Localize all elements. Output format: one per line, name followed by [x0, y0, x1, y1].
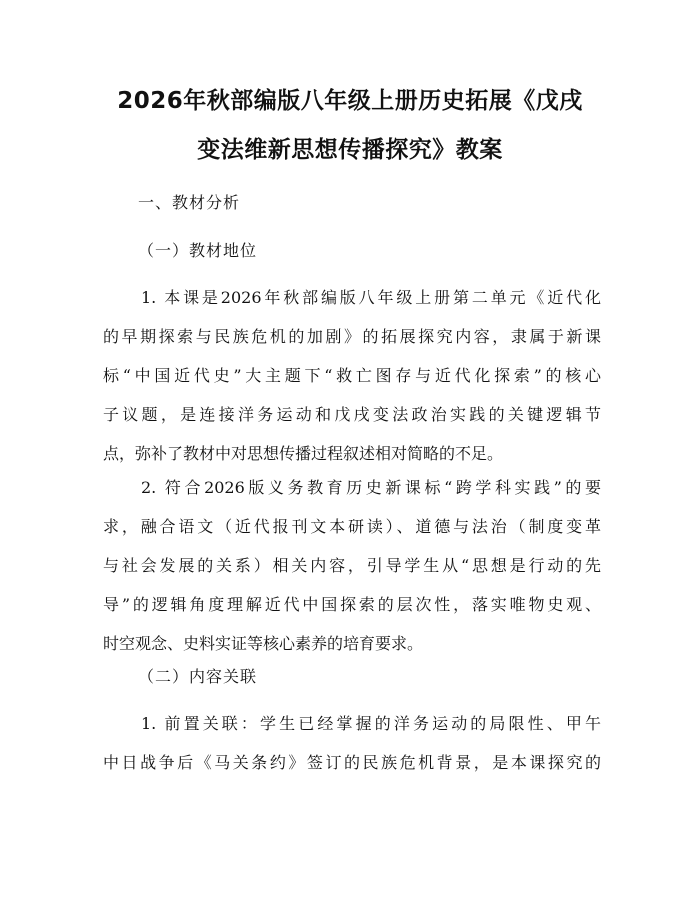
- section-heading-textbook-analysis: 一、教材分析: [138, 193, 241, 212]
- paragraph-line: 2. 符合2026版义务教育历史新课标“跨学科实践”的要: [141, 478, 601, 497]
- paragraph-line: 的早期探索与民族危机的加剧》的拓展探究内容，隶属于新课: [103, 327, 601, 346]
- paragraph-line: 导”的逻辑角度理解近代中国探索的层次性，落实唯物史观、: [103, 595, 601, 614]
- subsection-heading-content-relation: （二）内容关联: [138, 667, 258, 686]
- paragraph-line: 子议题，是连接洋务运动和戊戌变法政治实践的关键逻辑节: [103, 405, 601, 424]
- paragraph-line: 与社会发展的关系）相关内容，引导学生从“思想是行动的先: [103, 556, 601, 575]
- document-title-line-1: 2026年秋部编版八年级上册历史拓展《戊戌: [117, 88, 583, 114]
- paragraph-line: 中日战争后《马关条约》签订的民族危机背景，是本课探究的: [103, 753, 601, 772]
- paragraph-line: 求，融合语文（近代报刊文本研读）、道德与法治（制度变革: [103, 517, 601, 536]
- paragraph-line: 时空观念、史料实证等核心素养的培育要求。: [103, 634, 424, 653]
- paragraph-line: 标“中国近代史”大主题下“救亡图存与近代化探索”的核心: [103, 366, 601, 385]
- document-title-line-2: 变法维新思想传播探究》教案: [197, 137, 503, 163]
- paragraph-line: 1. 本课是2026年秋部编版八年级上册第二单元《近代化: [141, 288, 601, 307]
- paragraph-line: 点，弥补了教材中对思想传播过程叙述相对简略的不足。: [103, 444, 504, 463]
- paragraph-line: 1. 前置关联：学生已经掌握的洋务运动的局限性、甲午: [141, 714, 601, 733]
- subsection-heading-textbook-position: （一）教材地位: [138, 241, 258, 260]
